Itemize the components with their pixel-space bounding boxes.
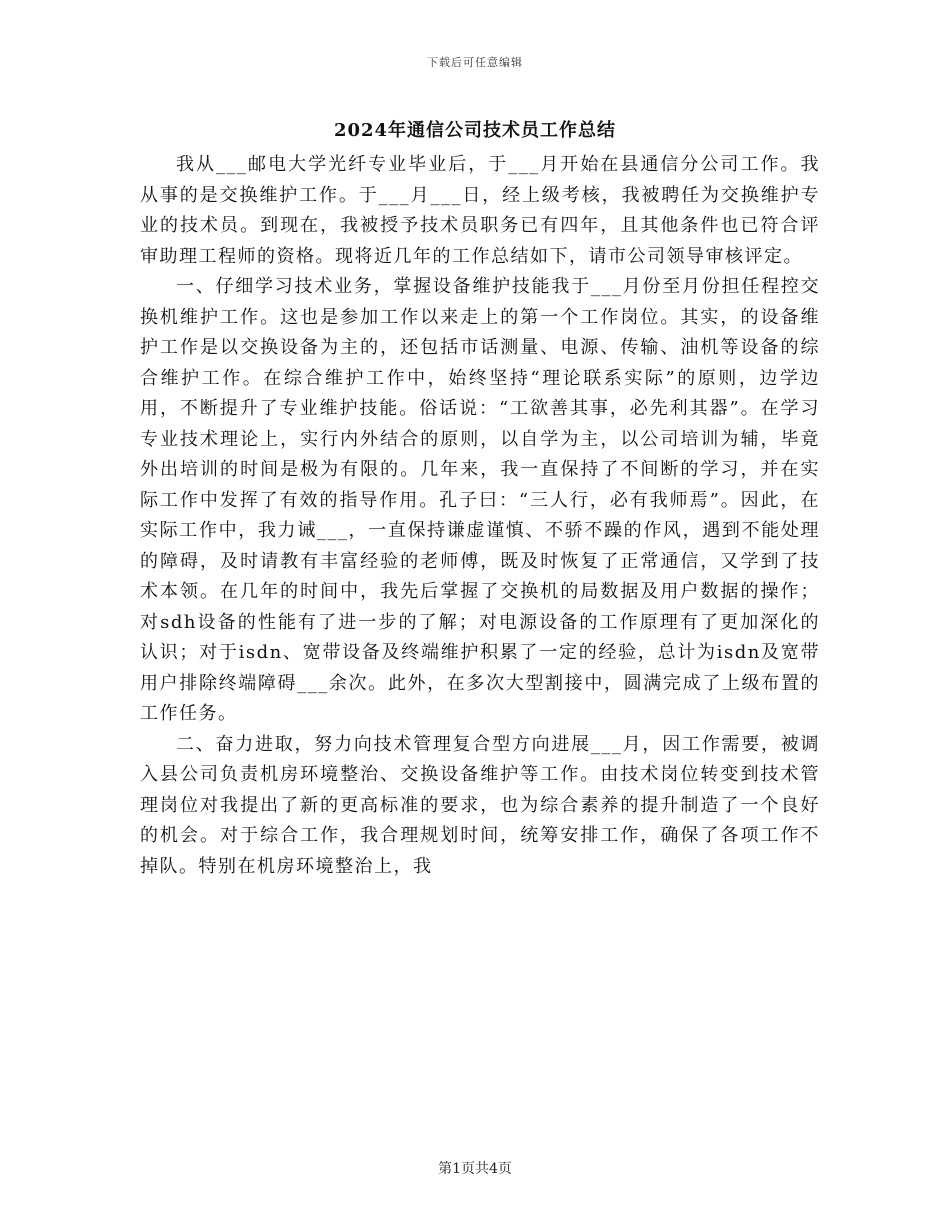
header-note: 下载后可任意编辑 bbox=[427, 56, 523, 69]
paragraph-intro: 我从___邮电大学光纤专业毕业后，于___月开始在县通信分公司工作。我从事的是交换维护工作。于___月___日，经上级考核，我被聘任为交换维护专业的技术员。到现在，我被授予技术员职务已有四年，且其他条件也已符合评审助理工程师的资格。现将近几年的工作总结如下，请市公司领导审核评定。 bbox=[140, 154, 820, 267]
page-footer: 第1页共4页 bbox=[438, 1161, 512, 1177]
document-title: 2024年通信公司技术员工作总结 bbox=[333, 120, 617, 141]
paragraph-section-one: 一、仔细学习技术业务，掌握设备维护技能我于___月份至月份担任程控交换机维护工作。这也是参加工作以来走上的第一个工作岗位。其实，的设备维护工作是以交换设备为主的，还包括市话测量、电源、传输、油机等设备的综合维护工作。在综合维护工作中，始终坚持“理论联系实际”的原则，边学边用，不断提升了专业维护技能。俗话说：“工欲善其事，必先利其器”。在学习专业技术理论上，实行内外结合的原则，以自学为主，以公司培训为辅，毕竟外出培训的时间是极为有限的。几年来，我一直保持了不间断的学习，并在实际工作中发挥了有效的指导作用。孔子曰：“三人行，必有我师焉”。因此，在实际工作中，我力诫___，一直保持谦虚谨慎、不骄不躁的作风，遇到不能处理的障碍，及时请教有丰富经验的老师傅，既及时恢复了正常通信，又学到了技术本领。在几年的时间中，我先后掌握了交换机的局数据及用户数据的操作；对sdh设备的性能有了进一步的了解；对电源设备的工作原理有了更加深化的认识；对于isdn、宽带设备及终端维护积累了一定的经验，总计为isdn及宽带用户排除终端障碍___余次。此外，在多次大型割接中，圆满完成了上级布置的工作任务。 bbox=[140, 276, 820, 724]
document-body bbox=[140, 150, 820, 882]
paragraph-section-two: 二、奋力进取，努力向技术管理复合型方向进展___月，因工作需要，被调入县公司负责机房环境整治、交换设备维护等工作。由技术岗位转变到技术管理岗位对我提出了新的更高标准的要求，也为综合素养的提升制造了一个良好的机会。对于综合工作，我合理规划时间，统筹安排工作，确保了各项工作不掉队。特别在机房环境整治上，我 bbox=[140, 733, 820, 877]
